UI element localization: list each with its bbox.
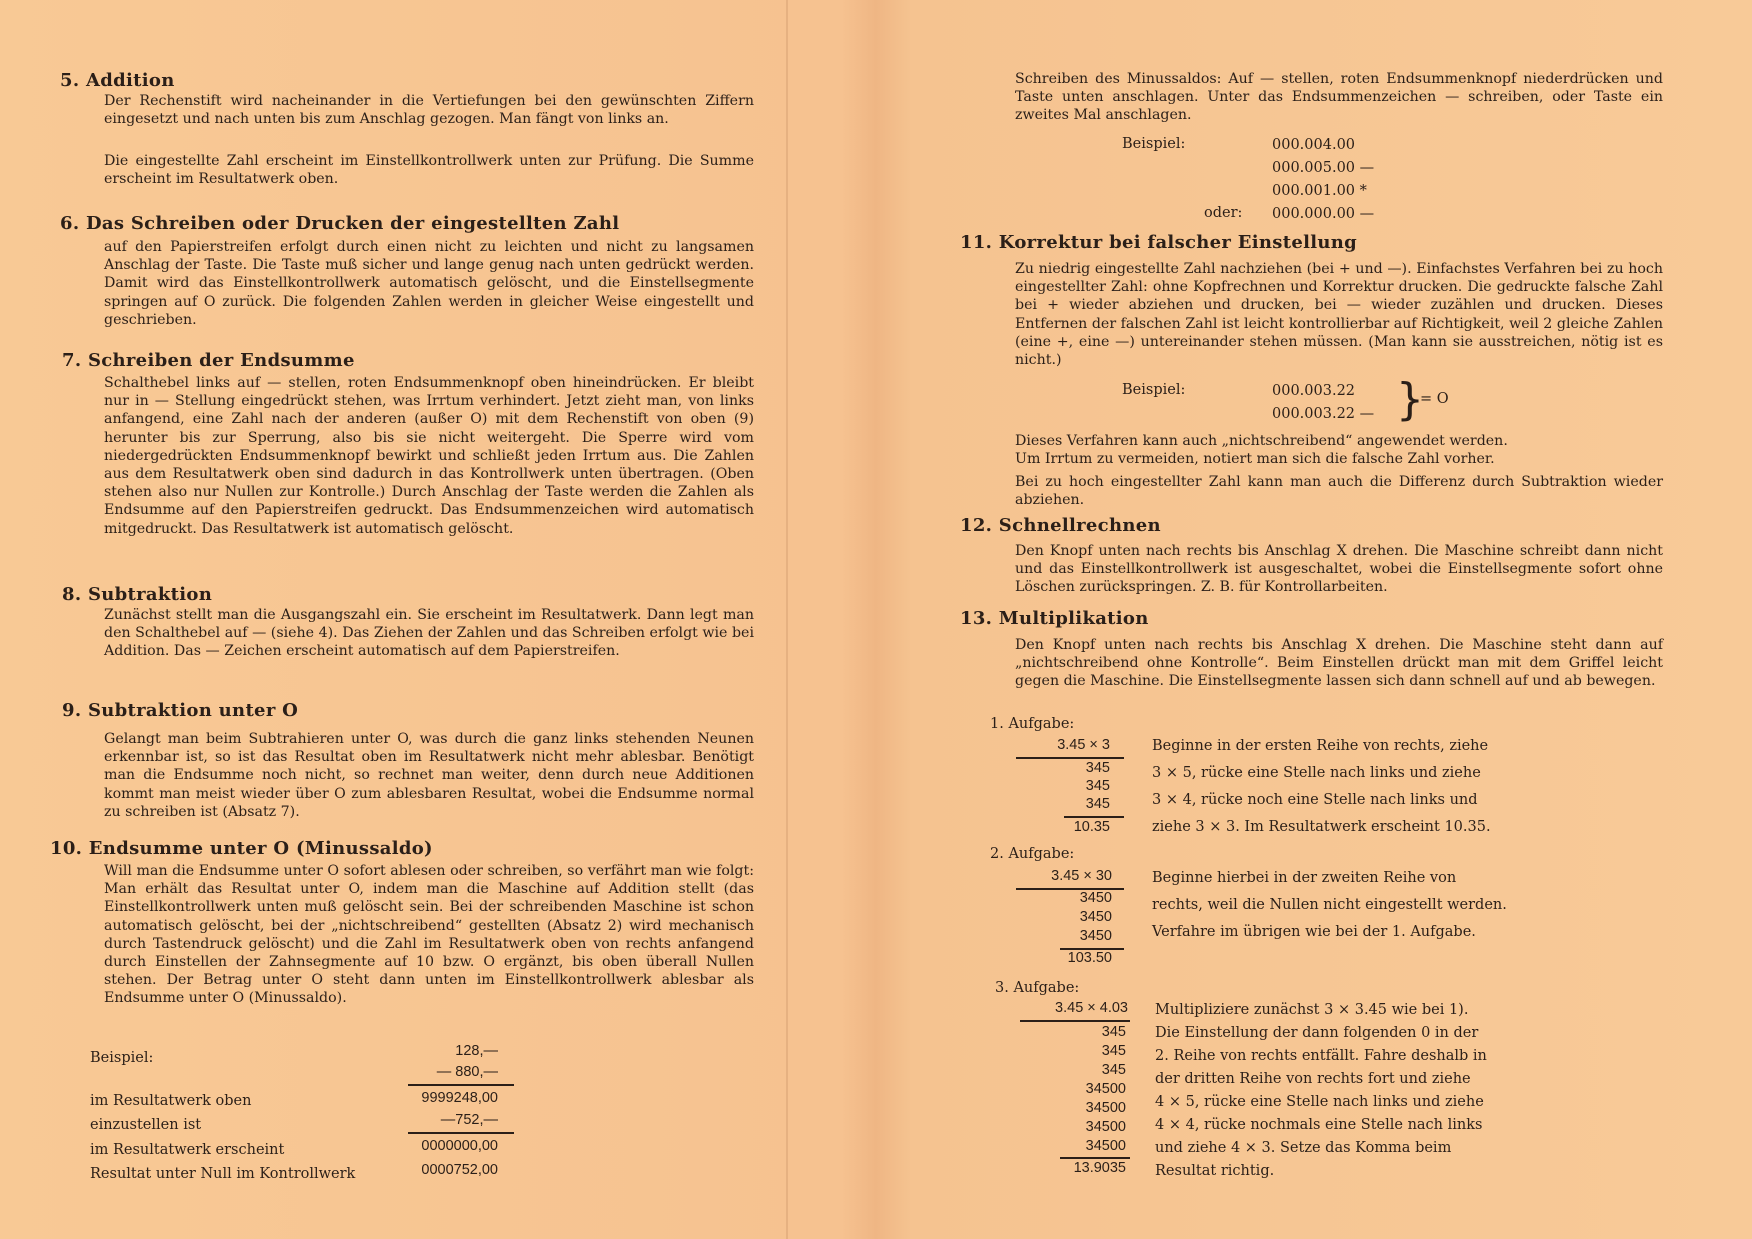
task-label: 3. Aufgabe: <box>995 980 1080 996</box>
task-row: 3450 <box>1079 909 1112 925</box>
example-label: Beispiel: <box>1122 136 1186 152</box>
example-value: 000.003.22 — <box>1272 406 1375 422</box>
task-row: 3450 <box>1079 890 1112 906</box>
row-label: einzustellen ist <box>90 1117 202 1133</box>
task-rule <box>1020 1020 1130 1022</box>
example-value: 000.000.00 — <box>1272 206 1375 222</box>
task-row: 345 <box>1101 1062 1126 1078</box>
task-text: 4 × 4, rücke nochmals eine Stelle nach links <box>1155 1117 1483 1133</box>
task-row: 34500 <box>1085 1081 1126 1097</box>
task-row: 345 <box>1085 778 1110 794</box>
row-value: 0000752,00 <box>421 1162 498 1178</box>
task-row: 345 <box>1101 1043 1126 1059</box>
section-13-text: Den Knopf unten nach rechts bis Anschlag X drehen. Die Maschine steht dann auf „nichtschreibend ohne Kontrolle“. Beim Einstellen drückt man mit dem Griffel leicht gegen die Maschine. Die Einstellsegmente lassen sich dann schnell auf und ab bewegen. <box>1015 637 1663 690</box>
example-value: 000.003.22 <box>1272 383 1356 399</box>
task-rule <box>1064 816 1124 818</box>
sum-rule <box>408 1084 514 1086</box>
task-text: der dritten Reihe von rechts fort und ziehe <box>1155 1071 1471 1087</box>
row-label: im Resultatwerk oben <box>90 1093 252 1109</box>
task-row: 34500 <box>1085 1119 1126 1135</box>
task-row: 34500 <box>1085 1138 1126 1154</box>
section-6-title: 6. Das Schreiben oder Drucken der eingestellten Zahl <box>60 213 620 234</box>
task-head: 3.45 × 4.03 <box>1055 1000 1128 1016</box>
task-total: 103.50 <box>1067 950 1112 966</box>
task-text: ziehe 3 × 3. Im Resultatwerk erscheint 10.35. <box>1152 819 1491 835</box>
section-11-note: Um Irrtum zu vermeiden, notiert man sich die falsche Zahl vorher. <box>1015 451 1495 467</box>
example-label: Beispiel: <box>1122 382 1186 398</box>
example-value: 000.005.00 — <box>1272 160 1375 176</box>
example-value: 000.001.00 * <box>1272 183 1367 199</box>
task-text: 2. Reihe von rechts entfällt. Fahre deshalb in <box>1155 1048 1487 1064</box>
row-value: —752,— <box>440 1112 498 1128</box>
task-total: 13.9035 <box>1073 1160 1126 1176</box>
task-text: Multipliziere zunächst 3 × 3.45 wie bei 1). <box>1155 1002 1469 1018</box>
oder-label: oder: <box>1204 205 1243 221</box>
row-value: 9999248,00 <box>421 1090 498 1106</box>
section-8-title: 8. Subtraktion <box>62 584 213 605</box>
minussaldo-text: Schreiben des Minussaldos: Auf — stellen, roten Endsummenknopf niederdrücken und Taste unten anschlagen. Unter das Endsummenzeichen — schreiben, oder Taste ein zweites Mal anschlagen. <box>1015 71 1663 124</box>
task-text: 4 × 5, rücke eine Stelle nach links und ziehe <box>1155 1094 1484 1110</box>
task-head: 3.45 × 30 <box>1051 868 1112 884</box>
section-12-title: 12. Schnellrechnen <box>960 515 1161 536</box>
section-12-text: Den Knopf unten nach rechts bis Anschlag X drehen. Die Maschine schreibt dann nicht und das Einstellkontrollwerk ist ausgeschaltet, wobei die Einstellsegmente sofort ohne Löschen zurückspringen. Z. B. für Kontrollarbeiten. <box>1015 543 1663 596</box>
row-value: 0000000,00 <box>421 1138 498 1154</box>
section-10-text: Will man die Endsumme unter O sofort ablesen oder schreiben, so verfährt man wie folgt: Man erhält das Resultat unter O, indem man die Maschine auf Addition stellt (das Einstellkontrollwerk unten muß gelöscht sein. Bei der schreibenden Maschine ist schon automatisch gelöscht, bei der „nichtschreibend“ gestellten (Absatz 2) wird mechanisch durch Tastendruck gelöscht) und die Zahl im Resultatwerk oben von rechts anfangend durch Einstellen der Zahnsegmente auf 10 bzw. O ergänzt, bis oben überall Nullen stehen. Der Betrag unter O steht dann unten im Einstellkontrollwerk ablesbar als Endsumme unter O (Minussaldo). <box>104 863 754 1007</box>
section-5-text: Der Rechenstift wird nacheinander in die Vertiefungen bei den gewünschten Ziffern eingesetzt und nach unten bis zum Anschlag gezogen. Man fängt von links an. <box>104 93 754 128</box>
section-11-note: Dieses Verfahren kann auch „nichtschreibend“ angewendet werden. <box>1015 433 1508 449</box>
example-label: Beispiel: <box>90 1050 154 1066</box>
section-11-note: Bei zu hoch eingestellter Zahl kann man auch die Differenz durch Subtraktion wieder abziehen. <box>1015 474 1663 509</box>
section-11-text: Zu niedrig eingestellte Zahl nachziehen (bei + und —). Einfachstes Verfahren bei zu hoch eingestellter Zahl: ohne Kopfrechnen und Korrektur drucken. Die gedruckte falsche Zahl bei + wieder abziehen und drucken, bei — wieder zuzählen und drucken. Dieses Entfernen der falschen Zahl ist leicht kontrollierbar auf Richtigkeit, weil 2 gleiche Zahlen (eine +, eine —) untereinander stehen müssen. (Man kann sie ausstreichen, nötig ist es nicht.) <box>1015 261 1663 369</box>
task-text: Beginne hierbei in der zweiten Reihe von <box>1152 870 1457 886</box>
example-result: = O <box>1420 391 1449 407</box>
section-9-title: 9. Subtraktion unter O <box>62 700 299 721</box>
section-5-text-2: Die eingestellte Zahl erscheint im Einstellkontrollwerk unten zur Prüfung. Die Summe erscheint im Resultatwerk oben. <box>104 153 754 188</box>
task-total: 10.35 <box>1073 819 1110 835</box>
section-7-text: Schalthebel links auf — stellen, roten Endsummenknopf oben hineindrücken. Er bleibt nur in — Stellung eingedrückt stehen, was Irrtum verhindert. Jetzt zieht man, von links anfangend, eine Zahl nach der anderen (außer O) mit dem Rechenstift von oben (9) herunter bis zur Sperrung, also bis sie nicht weitergeht. Die Sperre wird vom niedergedrückten Endsummenknopf bewirkt und schließt jeden Irrtum aus. Die Zahlen aus dem Resultatwerk oben sind dadurch in das Kontrollwerk unten übertragen. (Oben stehen also nur Nullen zur Kontrolle.) Durch Anschlag der Taste werden die Zahlen als Endsumme auf den Papierstreifen gedruckt. Das Endsummenzeichen wird automatisch mitgedruckt. Das Resultatwerk ist automatisch gelöscht. <box>104 375 754 537</box>
section-5-title: 5. Addition <box>60 70 175 91</box>
task-text: und ziehe 4 × 3. Setze das Komma beim <box>1155 1140 1452 1156</box>
task-row: 345 <box>1101 1024 1126 1040</box>
section-13-title: 13. Multiplikation <box>960 608 1149 629</box>
task-row: 345 <box>1085 760 1110 776</box>
task-rule <box>1060 1157 1130 1159</box>
task-label: 1. Aufgabe: <box>990 716 1075 732</box>
task-text: Verfahre im übrigen wie bei der 1. Aufgabe. <box>1152 924 1476 940</box>
section-6-text: auf den Papierstreifen erfolgt durch einen nicht zu leichten und nicht zu langsamen Anschlag der Taste. Die Taste muß sicher und lange genug nach unten gedrückt werden. Damit wird das Einstellkontrollwerk automatisch gelöscht, und die Einstellsegmente springen auf O zurück. Die folgenden Zahlen werden in gleicher Weise eingestellt und geschrieben. <box>104 239 754 328</box>
task-rule <box>1016 757 1124 759</box>
task-row: 3450 <box>1079 928 1112 944</box>
task-label: 2. Aufgabe: <box>990 846 1075 862</box>
example-value: 000.004.00 <box>1272 137 1356 153</box>
task-text: Beginne in der ersten Reihe von rechts, ziehe <box>1152 738 1489 754</box>
task-text: Die Einstellung der dann folgenden 0 in der <box>1155 1025 1479 1041</box>
task-head: 3.45 × 3 <box>1057 737 1110 753</box>
section-11-title: 11. Korrektur bei falscher Einstellung <box>960 232 1358 253</box>
sum-rule <box>408 1132 514 1134</box>
example-value-2: — 880,— <box>436 1064 498 1080</box>
section-7-title: 7. Schreiben der Endsumme <box>62 350 355 371</box>
brace-icon: } <box>1396 374 1424 425</box>
row-label: im Resultatwerk erscheint <box>90 1142 285 1158</box>
example-value-1: 128,— <box>455 1043 498 1059</box>
section-9-text: Gelangt man beim Subtrahieren unter O, was durch die ganz links stehenden Neunen erkennbar ist, so ist das Resultat oben im Resultatwerk nicht mehr ablesbar. Benötigt man die Endsumme noch nicht, so rechnet man weiter, denn durch neue Additionen kommt man meist wieder über O zum ablesbaren Resultat, wobei die Endsumme normal zu schreiben ist (Absatz 7). <box>104 731 754 820</box>
section-10-title: 10. Endsumme unter O (Minussaldo) <box>50 838 433 859</box>
task-text: Resultat richtig. <box>1155 1163 1275 1179</box>
row-label: Resultat unter Null im Kontrollwerk <box>90 1166 356 1182</box>
task-text: 3 × 4, rücke noch eine Stelle nach links und <box>1152 792 1478 808</box>
task-row: 345 <box>1085 796 1110 812</box>
task-row: 34500 <box>1085 1100 1126 1116</box>
task-text: rechts, weil die Nullen nicht eingestellt werden. <box>1152 897 1507 913</box>
task-text: 3 × 5, rücke eine Stelle nach links und ziehe <box>1152 765 1481 781</box>
page-fold <box>786 0 788 1239</box>
section-8-text: Zunächst stellt man die Ausgangszahl ein. Sie erscheint im Resultatwerk. Dann legt man den Schalthebel auf — (siehe 4). Das Ziehen der Zahlen und das Schreiben erfolgt wie bei Addition. Das — Zeichen erscheint automatisch auf dem Papierstreifen. <box>104 607 754 660</box>
